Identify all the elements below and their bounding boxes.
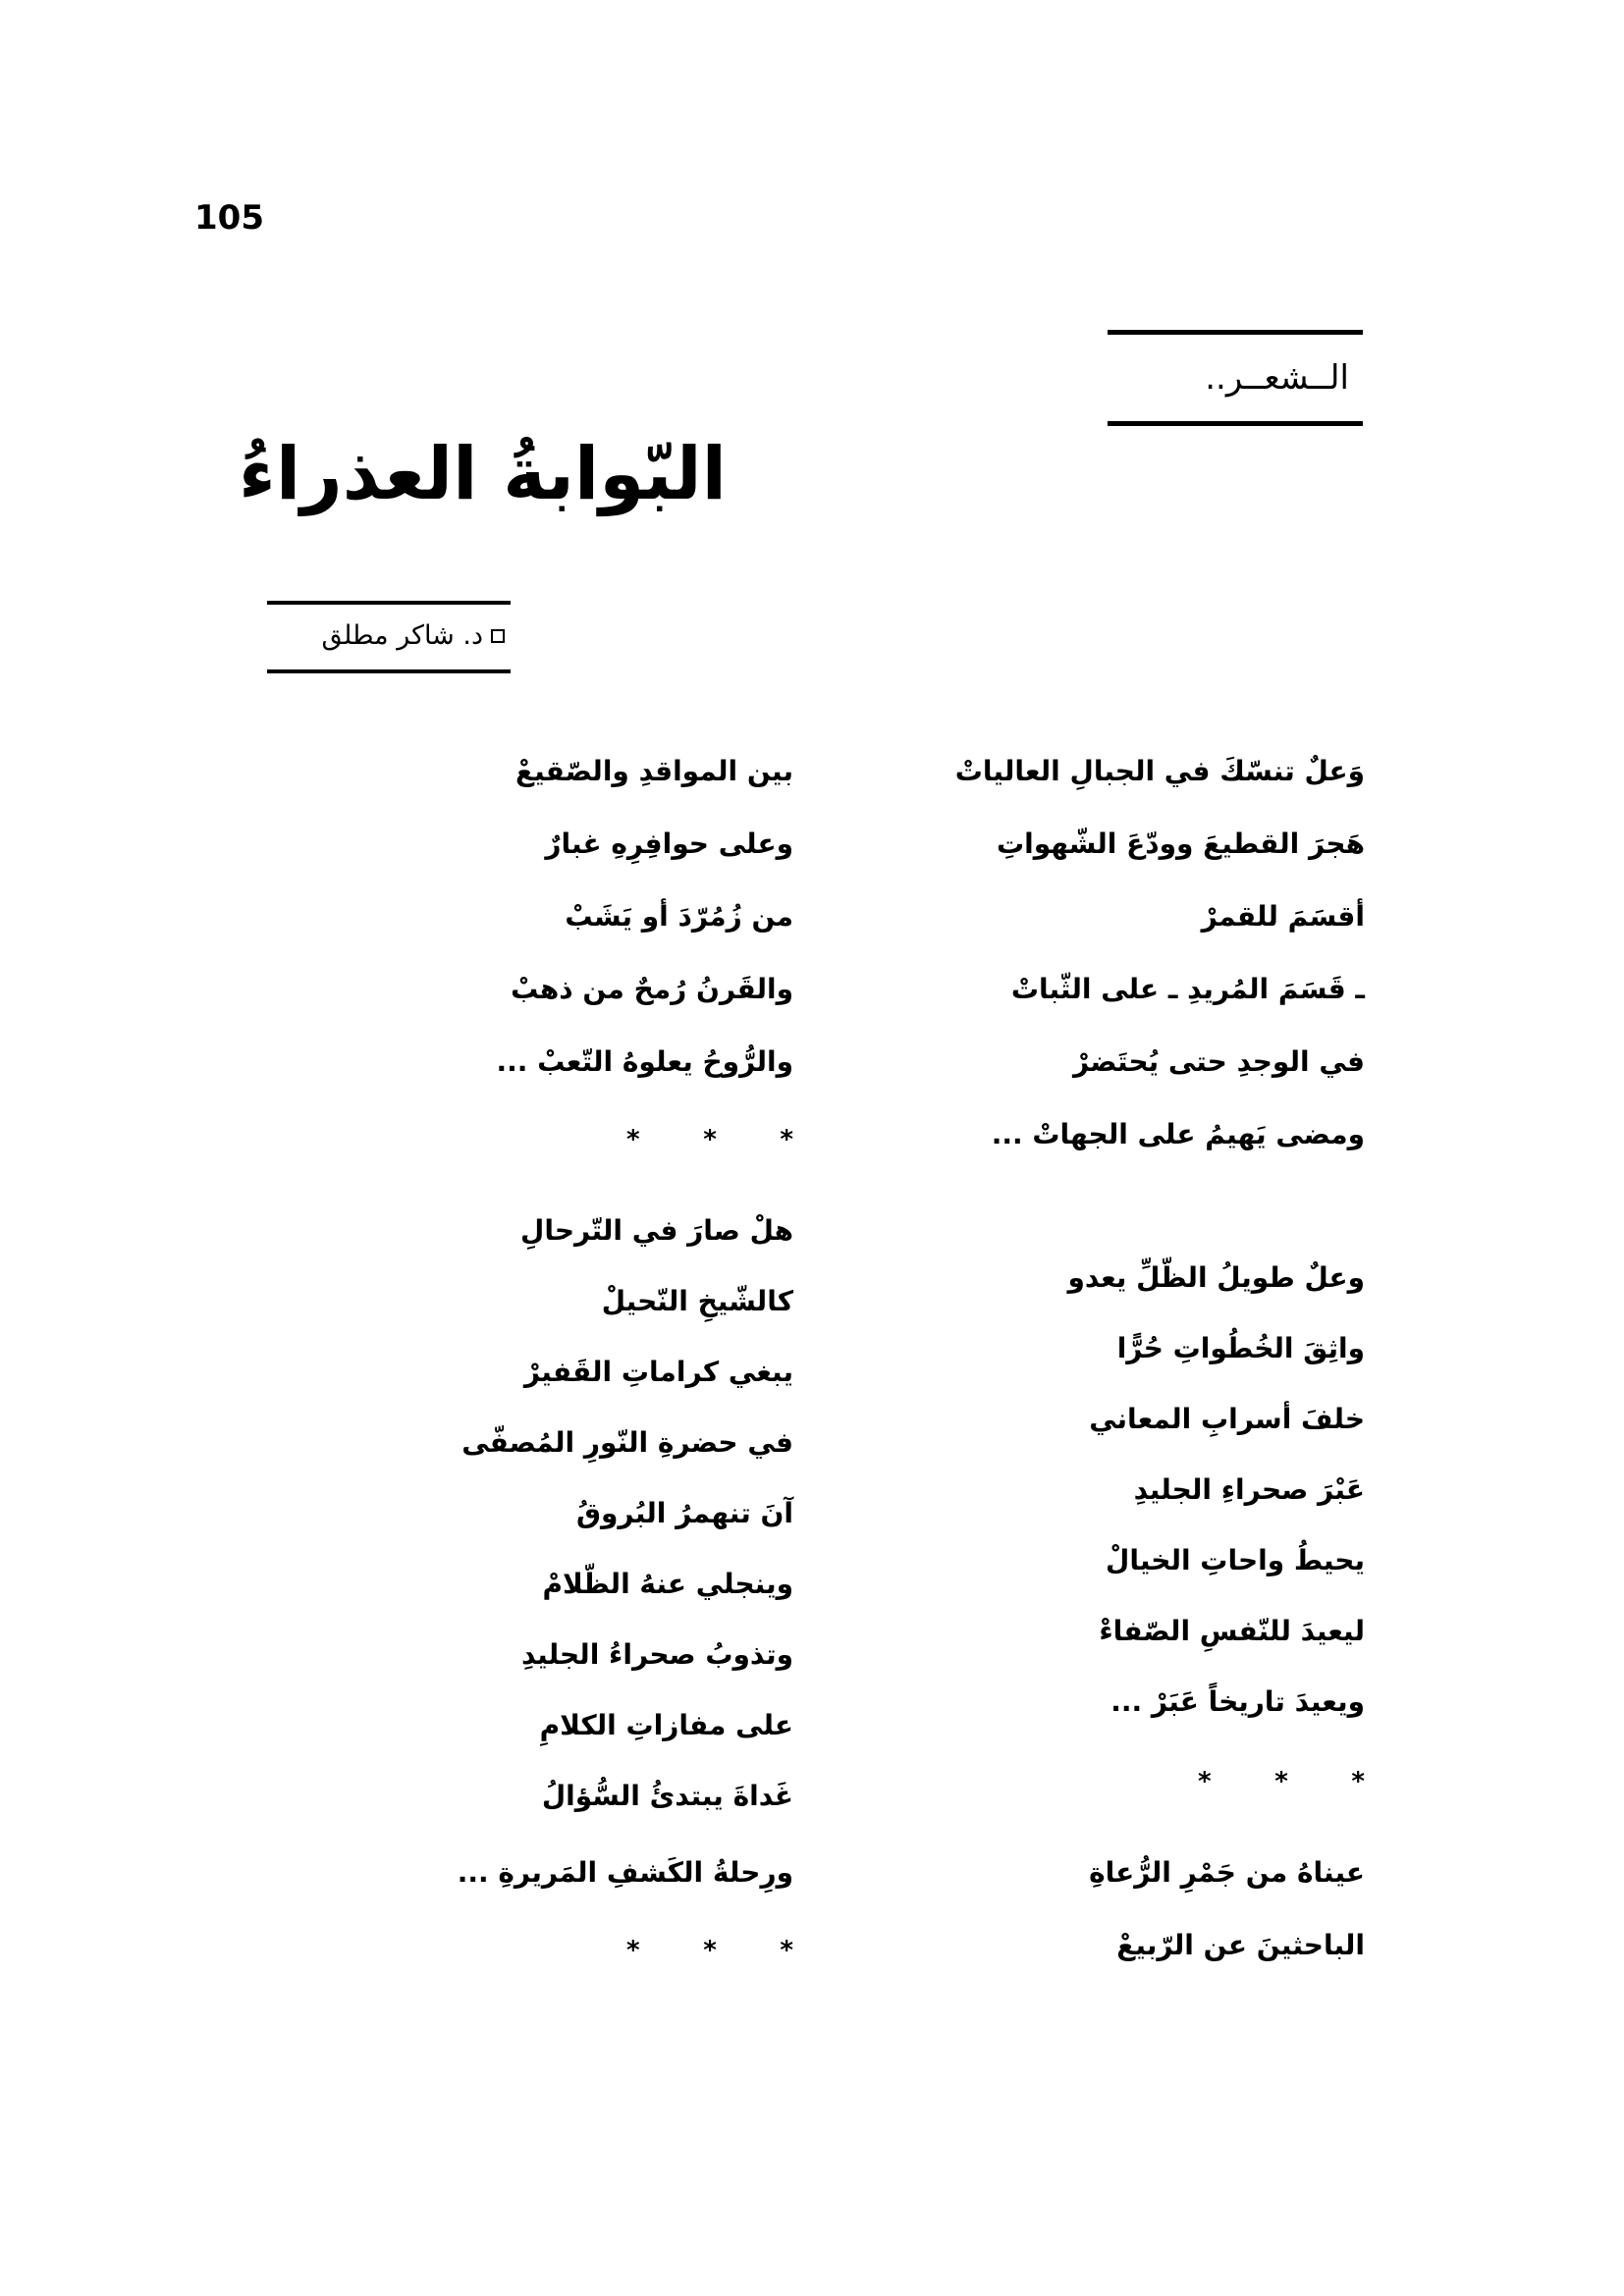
separator-star: *: [780, 1125, 793, 1154]
verse-line: وتذوبُ صحراءُ الجليدِ: [520, 1638, 793, 1671]
verse-line: وَعلٌ تنسّكَ في الجبالِ العالياتْ: [954, 755, 1365, 787]
section-separator: [1198, 1767, 1365, 1796]
verse-line: خلفَ أسرابِ المعاني: [1089, 1403, 1365, 1435]
poem-column-left: [321, 0, 793, 2296]
verse-line: والقَرنُ رُمحٌ من ذهبْ: [511, 973, 793, 1005]
verse-line: غَداةَ يبتدئُ السُّؤالُ: [541, 1780, 793, 1812]
separator-star: *: [1198, 1767, 1212, 1796]
verse-line: كالشّيخِ النّحيلْ: [601, 1285, 793, 1317]
verse-line: عيناهُ من جَمْرِ الرُّعاةِ: [1089, 1856, 1365, 1889]
verse-line: من زُمُرّدَ أو يَشَبْ: [565, 900, 793, 933]
verse-line: يحيطُ واحاتِ الخيالْ: [1106, 1544, 1365, 1576]
section-separator: [626, 1125, 793, 1154]
separator-star: *: [780, 1936, 793, 1965]
verse-line: أقسَمَ للقمرْ: [1201, 900, 1365, 933]
verse-line: هَجرَ القطيعَ وودّعَ الشّهواتِ: [996, 828, 1365, 860]
separator-star: *: [1274, 1767, 1288, 1796]
separator-star: *: [703, 1125, 717, 1154]
verse-line: الباحثينَ عن الرّبيعْ: [1116, 1929, 1365, 1961]
poem-title: البّوابةُ العذراءُ: [238, 432, 727, 516]
separator-star: *: [626, 1936, 640, 1965]
separator-star: *: [1351, 1767, 1365, 1796]
verse-line: وعلٌ طويلُ الظّلِّ يعدو: [1067, 1261, 1365, 1294]
verse-line: وينجلي عنهُ الظّلامْ: [542, 1568, 793, 1600]
verse-line: ـ قَسَمَ المُريدِ ـ على الثّباتْ: [1010, 973, 1365, 1005]
verse-line: ورِحلةُ الكَشفِ المَريرةِ ...: [457, 1856, 793, 1889]
verse-line: في الوجدِ حتى يُحتَضرْ: [1073, 1045, 1365, 1078]
verse-line: ومضى يَهيمُ على الجهاتْ ...: [991, 1118, 1365, 1150]
verse-line: ليعيدَ للنّفسِ الصّفاءْ: [1099, 1615, 1365, 1647]
verse-line: ويعيدَ تاريخاً عَبَرْ ...: [1110, 1685, 1365, 1718]
verse-line: آنَ تنهمرُ البُروقُ: [575, 1497, 793, 1529]
verse-line: في حضرةِ النّورِ المُصفّى: [461, 1426, 793, 1459]
verse-line: والرُّوحُ يعلوهُ التّعبْ ...: [496, 1045, 793, 1078]
verse-line: واثِقَ الخُطُواتِ حُرًّا: [1116, 1332, 1365, 1364]
verse-line: هلْ صارَ في التّرحالِ: [520, 1214, 793, 1247]
section-label: الــشعــر..: [1205, 358, 1349, 398]
page-number: 105: [194, 198, 264, 238]
author-name: د. شاكر مطلق: [321, 620, 483, 651]
verse-line: بين المواقدِ والصّقيعْ: [515, 755, 793, 787]
separator-star: *: [626, 1125, 640, 1154]
verse-line: وعلى حوافِرِهِ غبارٌ: [545, 828, 793, 860]
separator-star: *: [703, 1936, 717, 1965]
section-separator: [626, 1936, 793, 1965]
verse-line: عَبْرَ صحراءِ الجليدِ: [1133, 1473, 1365, 1506]
verse-line: على مفازاتِ الكلامِ: [539, 1709, 793, 1741]
verse-line: يبغي كراماتِ القَفيرْ: [523, 1356, 793, 1388]
poem-column-right: [884, 0, 1365, 2296]
